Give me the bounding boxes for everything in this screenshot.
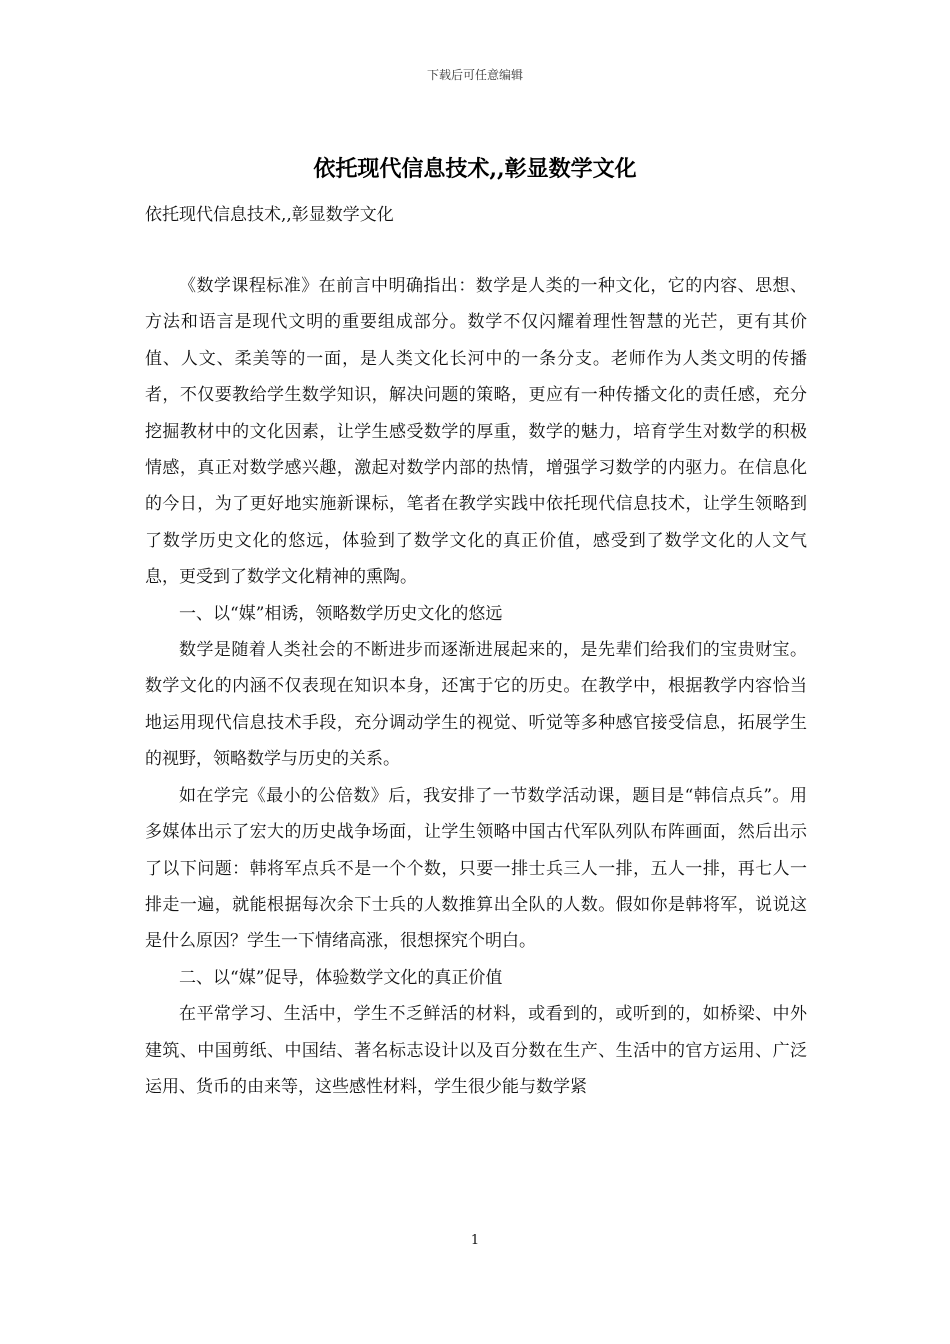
document-body xyxy=(145,268,807,1105)
section-heading-1: 一、以“媒”相诱，领略数学历史文化的悠远 xyxy=(179,603,503,624)
paragraph-intro: 《数学课程标准》在前言中明确指出：数学是人类的一种文化，它的内容、思想、方法和语言是现代文明的重要组成部分。数学不仅闪耀着理性智慧的光芒，更有其价值、人文、柔美等的一面，是人类文化长河中的一条分支。老师作为人类文明的传播者，不仅要教给学生数学知识，解决问题的策略，更应有一种传播文化的责任感，充分挖掘教材中的文化因素，让学生感受数学的厚重，数学的魅力，培育学生对数学的积极情感，真正对数学感兴趣，激起对数学内部的热情，增强学习数学的内驱力。在信息化的今日，为了更好地实施新课标，笔者在教学实践中依托现代信息技术，让学生领略到了数学历史文化的悠远，体验到了数学文化的真正价值，感受到了数学文化的人文气息，更受到了数学文化精神的熏陶。 xyxy=(145,276,807,588)
page-header-note: 下载后可任意编辑 xyxy=(426,68,523,82)
document-subtitle: 依托现代信息技术,,彰显数学文化 xyxy=(145,205,394,225)
document-title: 依托现代信息技术,,彰显数学文化 xyxy=(313,156,637,182)
paragraph-section-1-b: 如在学完《最小的公倍数》后，我安排了一节数学活动课，题目是“韩信点兵”。用多媒体出示了宏大的历史战争场面，让学生领略中国古代军队列队布阵画面，然后出示了以下问题：韩将军点兵不是一个个数，只要一排士兵三人一排，五人一排，再七人一排走一遍，就能根据每次余下士兵的人数推算出全队的人数。假如你是韩将军，说说这是什么原因？学生一下情绪高涨，很想探究个明白。 xyxy=(145,785,807,952)
paragraph-section-1-a: 数学是随着人类社会的不断进步而逐渐进展起来的，是先辈们给我们的宝贵财宝。数学文化的内涵不仅表现在知识本身，还寓于它的历史。在教学中，根据教学内容恰当地运用现代信息技术手段，充分调动学生的视觉、听觉等多种感官接受信息，拓展学生的视野，领略数学与历史的关系。 xyxy=(145,640,807,770)
section-heading-2: 二、以“媒”促导，体验数学文化的真正价值 xyxy=(179,967,503,988)
paragraph-section-2-a: 在平常学习、生活中，学生不乏鲜活的材料，或看到的，或听到的，如桥梁、中外建筑、中国剪纸、中国结、著名标志设计以及百分数在生产、生活中的官方运用、广泛运用、货币的由来等，这些感性材料，学生很少能与数学紧 xyxy=(145,1004,807,1097)
page-number: 1 xyxy=(470,1233,480,1248)
